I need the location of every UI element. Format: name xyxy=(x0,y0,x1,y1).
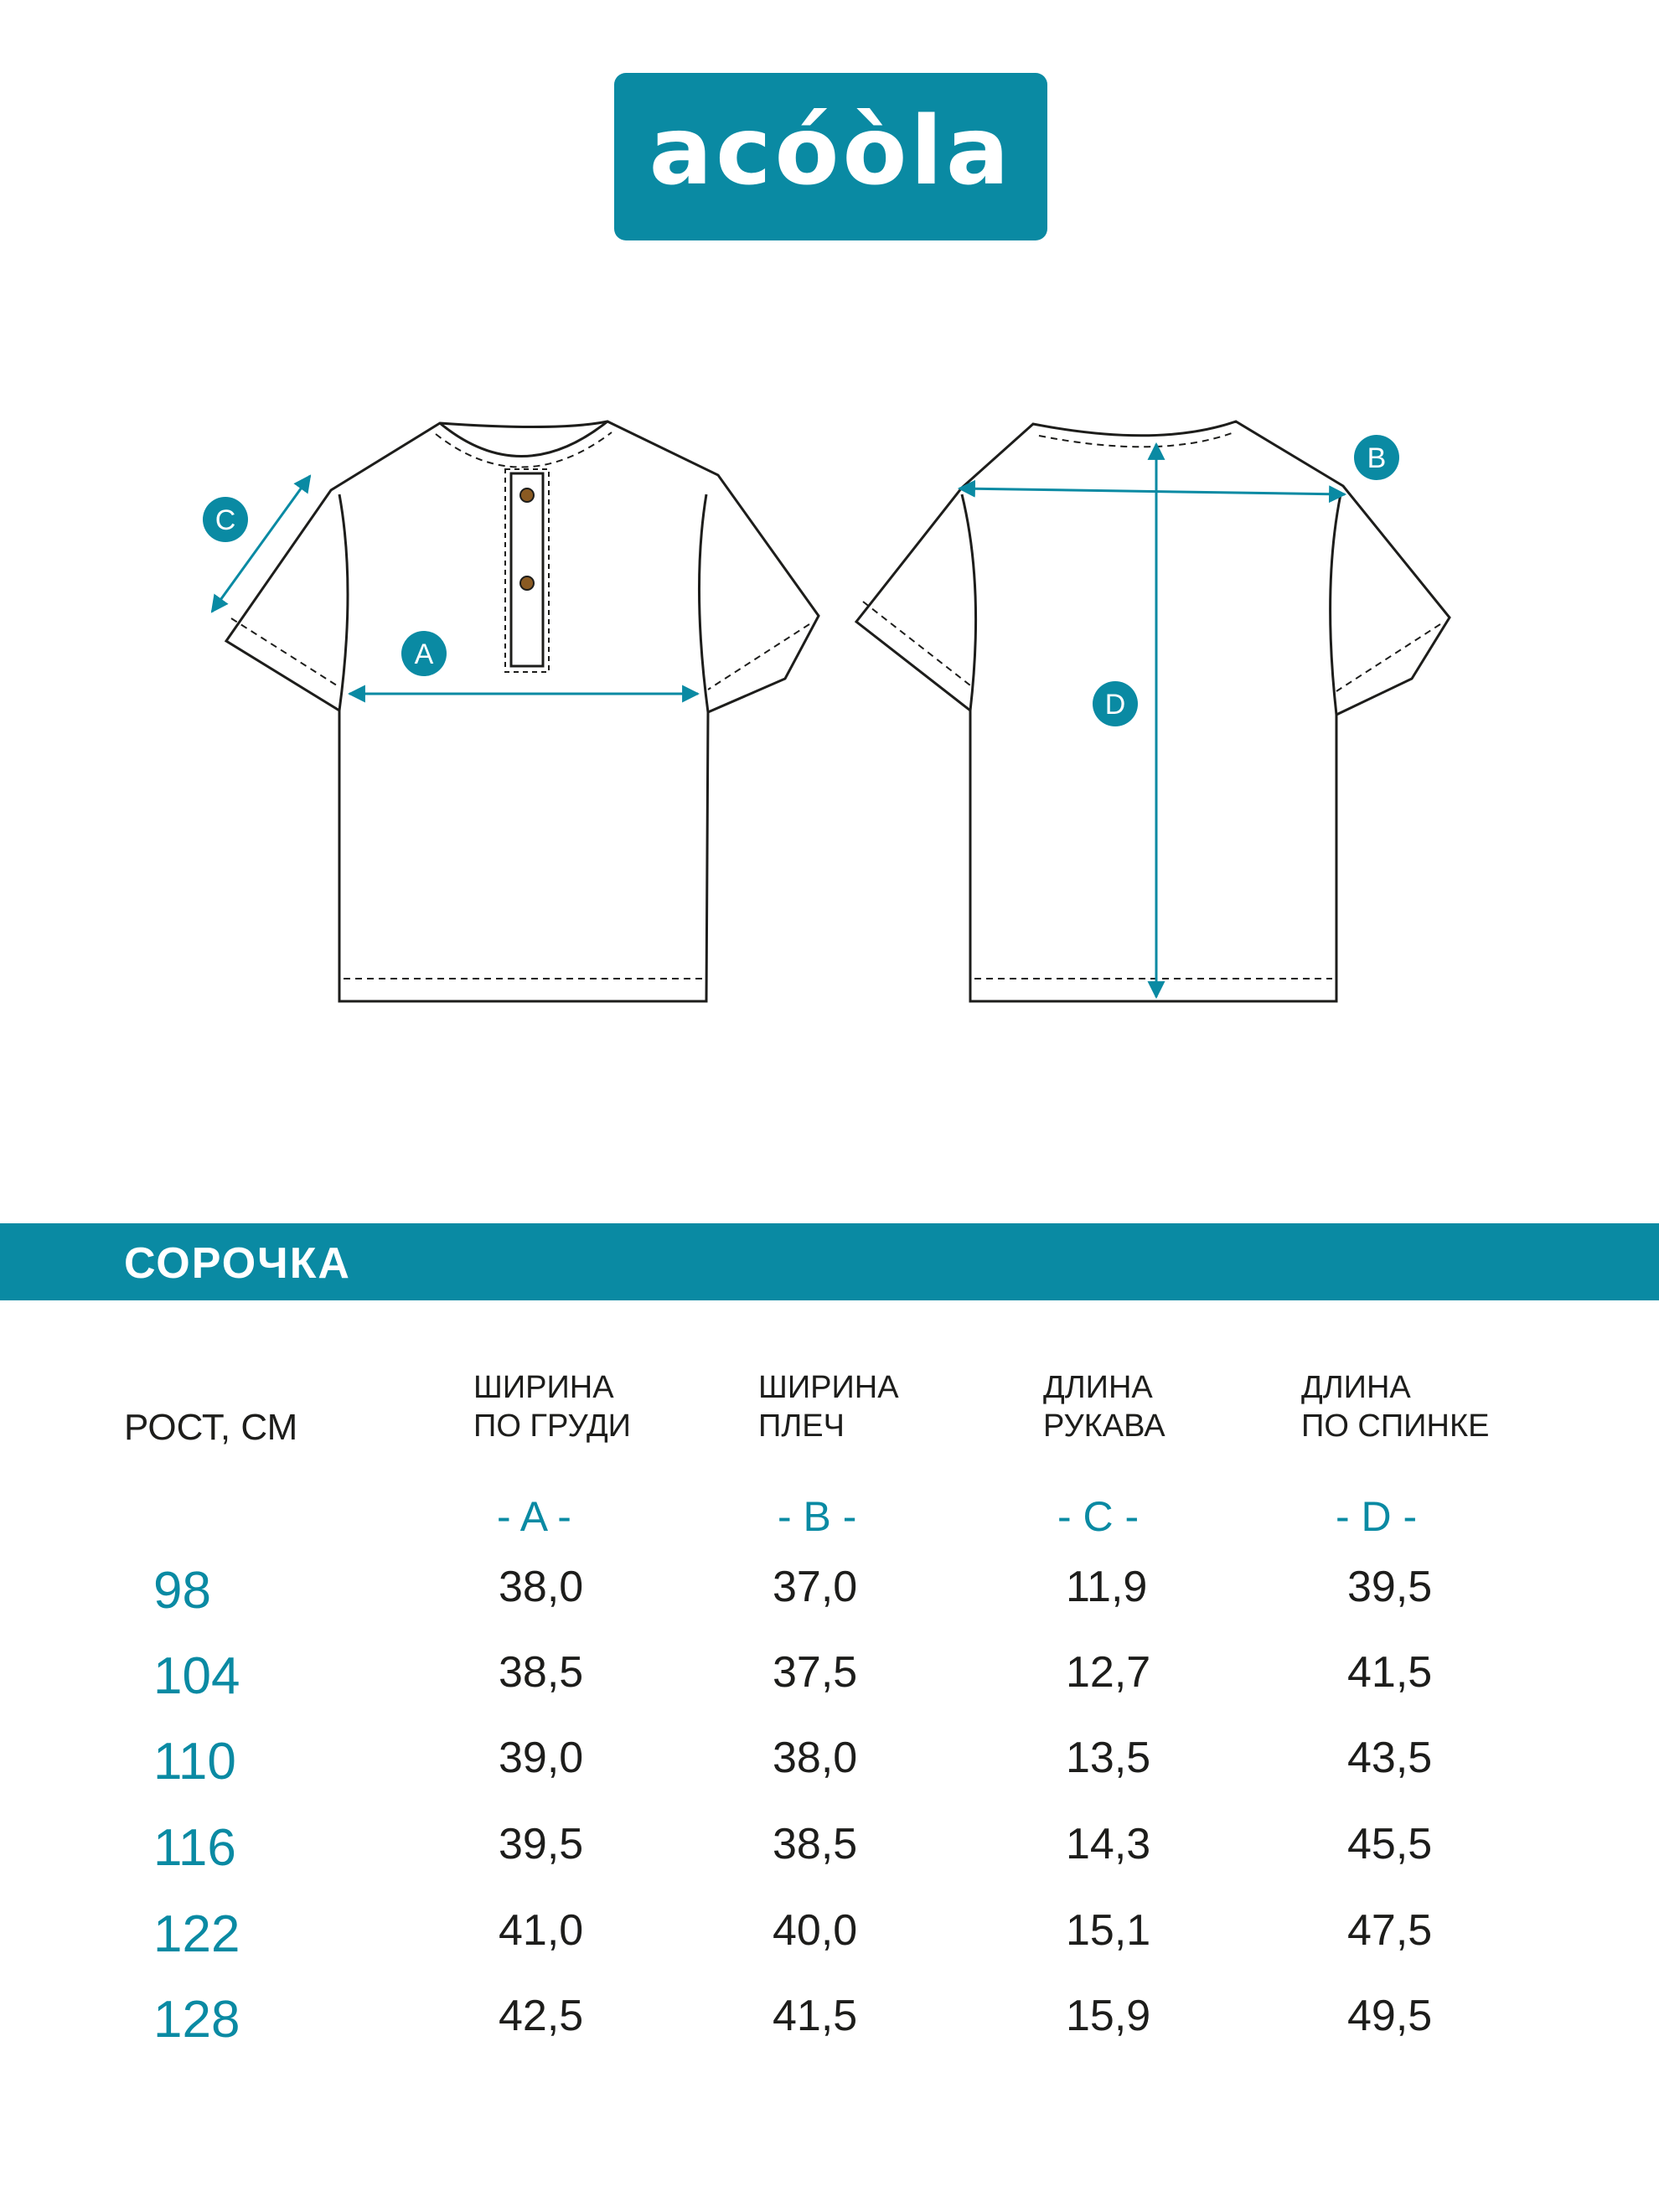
column-header-line2: РУКАВА xyxy=(1043,1408,1165,1444)
column-code-b: - B - xyxy=(778,1493,857,1540)
column-header-line1: ШИРИНА xyxy=(473,1370,614,1405)
cell-b: 37,0 xyxy=(773,1563,858,1611)
column-header-line1: ДЛИНА xyxy=(1043,1370,1153,1405)
cell-b: 40,0 xyxy=(773,1906,858,1955)
column-header-a xyxy=(473,1368,631,1445)
cell-b: 38,0 xyxy=(773,1734,858,1782)
column-header-line2: ПО ГРУДИ xyxy=(473,1408,631,1444)
measure-b-line xyxy=(959,488,1345,494)
back-outline xyxy=(856,421,1450,1001)
table-row xyxy=(0,1562,1659,1632)
back-right-sleeve-seam xyxy=(1331,494,1341,715)
cell-b: 37,5 xyxy=(773,1648,858,1697)
cell-a: 38,5 xyxy=(499,1648,584,1697)
column-code-d: - D - xyxy=(1336,1493,1418,1540)
logo-text: acóòla xyxy=(649,97,1013,206)
front-right-sleeve-seam xyxy=(699,494,708,712)
table-row xyxy=(0,1819,1659,1889)
table-row xyxy=(0,1991,1659,2061)
row-height: 110 xyxy=(153,1733,236,1791)
cell-a: 38,0 xyxy=(499,1563,584,1611)
cell-c: 15,9 xyxy=(1066,1992,1151,2040)
front-outline xyxy=(226,421,819,1001)
cell-a: 39,5 xyxy=(499,1820,584,1868)
row-height: 116 xyxy=(153,1819,236,1877)
table-row xyxy=(0,1905,1659,1976)
column-header-d xyxy=(1301,1368,1489,1445)
cell-d: 39,5 xyxy=(1347,1563,1433,1611)
row-height: 98 xyxy=(153,1562,211,1620)
cell-a: 39,0 xyxy=(499,1734,584,1782)
front-left-sleeve-seam xyxy=(339,494,348,711)
section-title: СОРОЧКА xyxy=(124,1239,351,1288)
cell-d: 41,5 xyxy=(1347,1648,1433,1697)
cell-b: 41,5 xyxy=(773,1992,858,2040)
cell-c: 11,9 xyxy=(1066,1563,1148,1611)
front-view xyxy=(226,421,819,1001)
measure-b-label: B xyxy=(1367,442,1387,474)
column-header-b xyxy=(758,1368,899,1445)
table-row xyxy=(0,1733,1659,1803)
measure-a-label: A xyxy=(414,638,434,670)
cell-a: 41,0 xyxy=(499,1906,584,1955)
cell-d: 43,5 xyxy=(1347,1734,1433,1782)
column-code-c: - C - xyxy=(1057,1493,1140,1540)
row-height: 104 xyxy=(153,1647,240,1705)
back-left-sleeve-seam xyxy=(962,494,976,711)
measure-d-label: D xyxy=(1104,689,1126,721)
section-band xyxy=(0,1223,1659,1300)
cell-d: 47,5 xyxy=(1347,1906,1433,1955)
cell-c: 15,1 xyxy=(1066,1906,1151,1955)
column-header-line1: ШИРИНА xyxy=(758,1370,899,1405)
garment-drawings xyxy=(0,0,1659,1089)
height-column-header: РОСТ, СМ xyxy=(124,1407,298,1448)
back-view xyxy=(856,421,1450,1001)
measure-c-label: C xyxy=(214,504,236,536)
cell-d: 45,5 xyxy=(1347,1820,1433,1868)
cell-c: 13,5 xyxy=(1066,1734,1151,1782)
row-height: 128 xyxy=(153,1991,240,2049)
column-code-a: - A - xyxy=(497,1493,571,1540)
cell-c: 12,7 xyxy=(1066,1648,1151,1697)
button-top xyxy=(520,488,534,502)
column-header-line1: ДЛИНА xyxy=(1301,1370,1411,1405)
row-height: 122 xyxy=(153,1905,240,1963)
cell-c: 14,3 xyxy=(1066,1820,1151,1868)
column-header-c xyxy=(1043,1368,1165,1445)
column-header-line2: ПЛЕЧ xyxy=(758,1408,845,1444)
cell-b: 38,5 xyxy=(773,1820,858,1868)
table-row xyxy=(0,1647,1659,1718)
cell-d: 49,5 xyxy=(1347,1992,1433,2040)
button-bottom xyxy=(520,576,534,590)
cell-a: 42,5 xyxy=(499,1992,584,2040)
column-header-line2: ПО СПИНКЕ xyxy=(1301,1408,1490,1444)
